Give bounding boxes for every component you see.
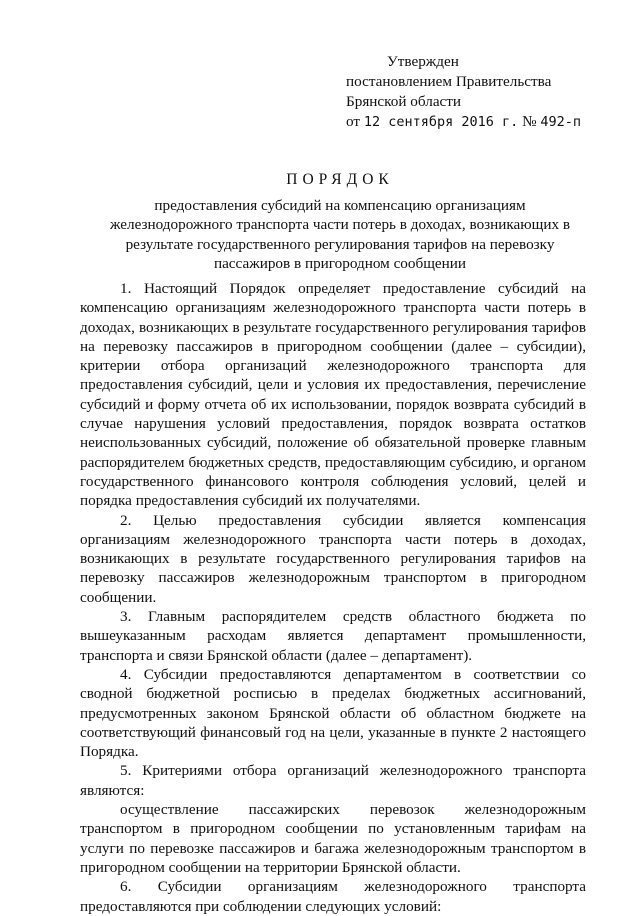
document-body bbox=[80, 279, 586, 916]
paragraph-5-criterion: осуществление пассажирских перевозок железнодорожным транспортом в пригородном сообщении по установленным тарифам на услуги по перевозке пассажиров и багажа железнодорожным транспортом в пригородном сообщении на территории Брянской области. bbox=[80, 801, 586, 876]
paragraph-1: 1. Настоящий Порядок определяет предоставление субсидий на компенсацию организациям железнодорожного транспорта части потерь в доходах, возникающих в результате государственного регулирования тарифов на перевозку пассажиров в пригородном сообщении (далее – субсидии), критерии отбора организаций железнодорожного транспорта для предоставления субсидий, цели и условия их предоставления, перечисление субсидий и форму отчета об их использовании, порядок возврата субсидий в случае нарушения условий предоставления, порядок возврата остатков неиспользованных субсидий, положение об обязательной проверке главным распорядителем бюджетных средств, предоставляющим субсидию, и органом государственного финансового контроля соблюдения условий, целей и порядка предоставления субсидий их получателями. bbox=[80, 280, 586, 510]
document-subtitle: предоставления субсидий на компенсацию организациям железнодорожного транспорта части потерь в доходах, возникающих в результате государственного регулирования тарифов на перевозку пассажиров в пригородном сообщении bbox=[109, 196, 571, 272]
document-title: ПОРЯДОК bbox=[286, 171, 394, 188]
approval-authority: постановлением Правительства bbox=[346, 73, 552, 90]
paragraph-3: 3. Главным распорядителем средств областного бюджета по вышеуказанным расходам является департамент промышленности, транспорта и связи Брянской области (далее – департамент). bbox=[80, 608, 586, 664]
approval-number-sign: № bbox=[518, 113, 541, 130]
approval-date: 12 сентября 2016 г. bbox=[363, 114, 519, 130]
approval-date-prefix: от bbox=[346, 113, 364, 130]
approval-date-line bbox=[346, 112, 581, 132]
paragraph-6: 6. Субсидии организациям железнодорожного транспорта предоставляются при соблюдении следующих условий: bbox=[80, 878, 586, 915]
approval-number: 492-п bbox=[540, 114, 581, 130]
approval-region: Брянской области bbox=[346, 93, 462, 110]
document-title-block bbox=[100, 170, 580, 274]
paragraph-4: 4. Субсидии предоставляются департаментом в соответствии со сводной бюджетной росписью в пределах бюджетных ассигнований, предусмотренных законом Брянской области об областном бюджете на соответствующий финансовый год на цели, указанные в пункте 2 настоящего Порядка. bbox=[80, 665, 586, 761]
approval-stamp bbox=[346, 52, 581, 132]
paragraph-5: 5. Критериями отбора организаций железнодорожного транспорта являются: bbox=[80, 762, 586, 799]
approval-heading: Утвержден bbox=[387, 53, 459, 70]
paragraph-2: 2. Целью предоставления субсидии является компенсация организациям железнодорожного транспорта части потерь в доходах, возникающих в результате государственного регулирования тарифов на перевозку пассажиров железнодорожным транспортом в пригородном сообщении. bbox=[80, 511, 586, 606]
